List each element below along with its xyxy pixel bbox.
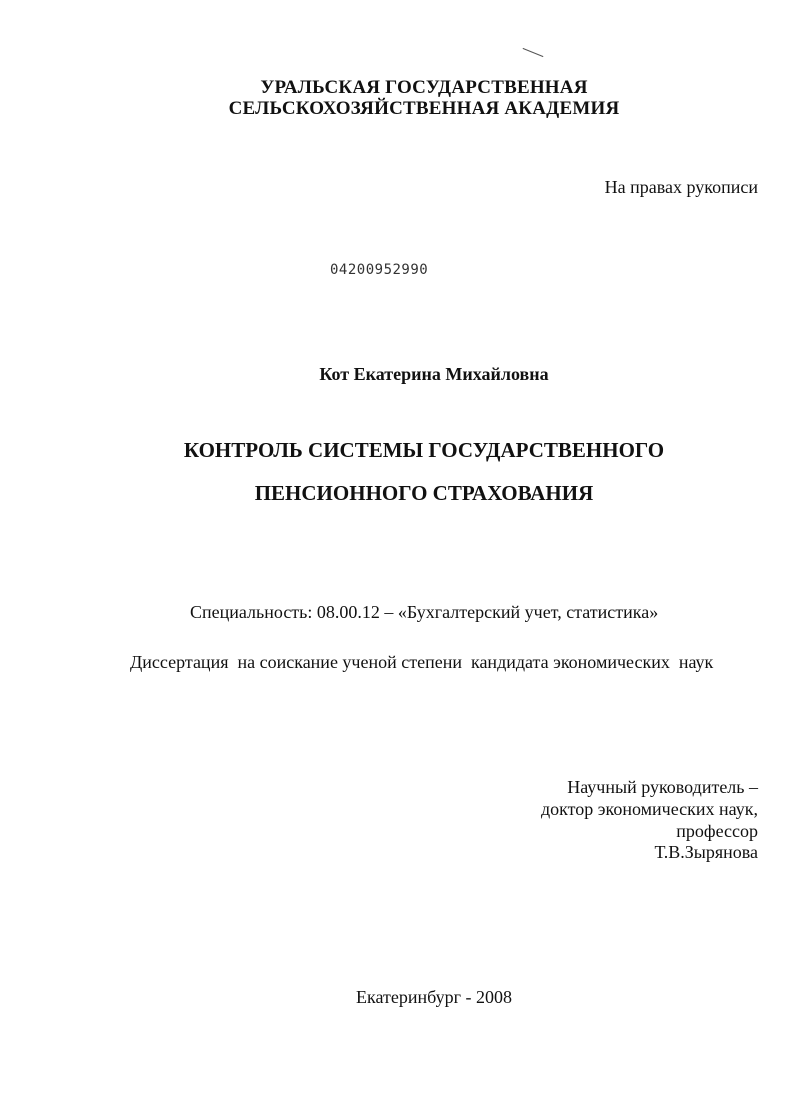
supervisor-line-1: Научный руководитель – xyxy=(567,777,758,797)
manuscript-note: На правах рукописи xyxy=(604,177,758,197)
institution-line-2: СЕЛЬСКОХОЗЯЙСТВЕННАЯ АКАДЕМИЯ xyxy=(228,98,620,119)
scan-mark xyxy=(523,48,544,57)
supervisor-line-4: Т.В.Зырянова xyxy=(654,842,758,862)
supervisor-line-3: профессор xyxy=(676,821,758,841)
catalog-number: 04200952990 xyxy=(330,262,429,278)
author-name: Кот Екатерина Михайловна xyxy=(319,364,549,384)
title-line-1: КОНТРОЛЬ СИСТЕМЫ ГОСУДАРСТВЕННОГО xyxy=(183,438,665,462)
title-line-2: ПЕНСИОННОГО СТРАХОВАНИЯ xyxy=(254,481,594,505)
city-year: Екатеринбург - 2008 xyxy=(356,987,512,1007)
degree: Диссертация на соискание ученой степени кандидата экономических наук xyxy=(130,652,714,672)
institution-line-1: УРАЛЬСКАЯ ГОСУДАРСТВЕННАЯ xyxy=(260,77,588,98)
supervisor-line-2: доктор экономических наук, xyxy=(541,799,758,819)
specialty: Специальность: 08.00.12 – «Бухгалтерский учет, статистика» xyxy=(190,602,659,622)
